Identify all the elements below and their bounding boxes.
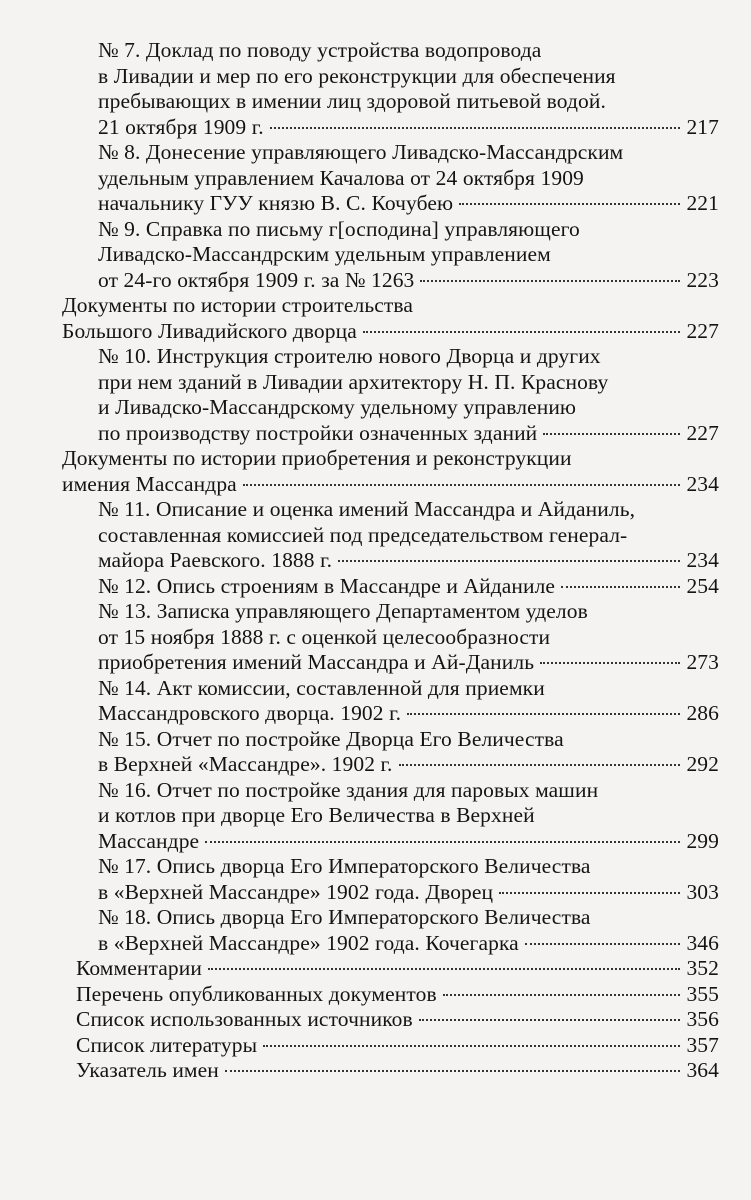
table-of-contents (62, 38, 719, 1084)
page-number: 292 (686, 752, 719, 776)
toc-entry-title-line: от 15 ноября 1888 г. с оценкой целесообразности (98, 624, 551, 649)
toc-entry (98, 727, 719, 778)
dot-leader (363, 331, 681, 333)
dot-leader (263, 1045, 680, 1047)
dot-leader (443, 994, 681, 996)
toc-entry-last-line (76, 956, 719, 982)
toc-entry-title-line: по производству постройки означенных зданий (98, 420, 538, 445)
toc-entry-title-line: и котлов при дворце Его Величества в Верхней (98, 803, 535, 827)
page-number: 303 (686, 879, 719, 904)
dot-leader (525, 943, 681, 945)
toc-entry-title-line: Массандровского дворца. 1902 г. (98, 701, 402, 725)
toc-entry-last-line (98, 931, 719, 957)
toc-entry (98, 574, 719, 600)
page-number: 234 (686, 548, 719, 572)
page-number: 234 (686, 471, 719, 496)
dot-leader (399, 764, 681, 766)
toc-entry-title-line: в «Верхней Массандре» 1902 года. Дворец (98, 879, 494, 904)
page-number: 356 (686, 1007, 719, 1031)
toc-entry-title-line: № 18. Опись дворца Его Императорского Величества (98, 905, 591, 929)
toc-entry (98, 778, 719, 855)
toc-entry-last-line (76, 1058, 719, 1084)
toc-entry (76, 1007, 719, 1033)
toc-entry (98, 676, 719, 727)
dot-leader (543, 433, 680, 435)
page-number: 217 (686, 114, 719, 139)
toc-entry (98, 905, 719, 956)
dot-leader (459, 203, 680, 205)
page-number: 355 (686, 981, 719, 1006)
toc-entry-title-line: от 24-го октября 1909 г. за № 1263 (98, 267, 415, 292)
toc-entry-last-line (62, 319, 719, 345)
toc-entry-last-line (98, 701, 719, 727)
toc-entry-title-line: № 15. Отчет по постройке Дворца Его Величества (98, 726, 564, 751)
page-number: 227 (686, 420, 719, 445)
toc-entry-title-line: майора Раевского. 1888 г. (98, 548, 333, 572)
toc-entry-last-line (98, 650, 719, 676)
dot-leader (208, 968, 681, 970)
toc-entry-title-line: № 12. Опись строениям в Массандре и Айданиле (98, 573, 556, 598)
toc-entry-last-line (98, 752, 719, 778)
dot-leader (205, 841, 680, 843)
toc-entry-title-line: пребывающих в имении лиц здоровой питьевой водой. (98, 89, 606, 113)
dot-leader (540, 662, 680, 664)
toc-entry (98, 854, 719, 905)
dot-leader (407, 713, 680, 715)
toc-entry-title-line: № 7. Доклад по поводу устройства водопровода (98, 38, 542, 62)
dot-leader (420, 280, 680, 282)
toc-entry-title-line: Указатель имен (76, 1058, 219, 1082)
toc-entry (98, 599, 719, 676)
toc-entry-title-line: № 8. Донесение управляющего Ливадско-Массандрским (98, 140, 624, 164)
toc-entry-last-line (98, 829, 719, 855)
toc-entry (62, 446, 719, 497)
toc-entry (98, 497, 719, 574)
toc-entry-title-line: Ливадско-Массандрским удельным управлением (98, 242, 551, 266)
toc-entry-title-line: в Верхней «Массандре». 1902 г. (98, 752, 393, 776)
toc-entry-title-line: № 9. Справка по письму г[осподина] управляющего (98, 216, 580, 241)
toc-entry-title-line: имения Массандра (62, 471, 237, 496)
toc-entry-last-line (98, 421, 719, 447)
toc-entry-title-line: удельным управлением Качалова от 24 октября 1909 (98, 165, 584, 190)
page-number: 223 (686, 267, 719, 292)
dot-leader (225, 1070, 681, 1072)
toc-entry (98, 140, 719, 217)
toc-entry-title-line: приобретения имений Массандра и Ай-Даниль (98, 650, 535, 674)
toc-entry-title-line: № 13. Записка управляющего Департаментом уделов (98, 599, 588, 623)
toc-entry-title-line: 21 октября 1909 г. (98, 114, 264, 139)
toc-entry-last-line (98, 115, 719, 141)
toc-entry-last-line (76, 1033, 719, 1059)
toc-entry-title-line: № 14. Акт комиссии, составленной для приемки (98, 675, 545, 700)
toc-entry (98, 217, 719, 294)
dot-leader (419, 1019, 681, 1021)
page-number: 221 (686, 191, 719, 215)
toc-entry-last-line (98, 880, 719, 906)
toc-entry (98, 38, 719, 140)
toc-entry-title-line: и Ливадско-Массандрскому удельному управлению (98, 395, 577, 419)
toc-entry-last-line (98, 268, 719, 294)
page-number: 286 (686, 701, 719, 725)
toc-entry-title-line: Список литературы (76, 1032, 258, 1057)
toc-entry-last-line (98, 574, 719, 600)
toc-entry-title-line: в Ливадии и мер по его реконструкции для обеспечения (98, 63, 616, 88)
toc-entry (76, 982, 719, 1008)
toc-entry-title-line: составленная комиссией под председательством генерал- (98, 522, 628, 547)
dot-leader (270, 127, 681, 129)
toc-entry-last-line (76, 982, 719, 1008)
dot-leader (243, 484, 681, 486)
page-number: 346 (686, 930, 719, 955)
dot-leader (561, 586, 680, 588)
toc-entry-title-line: при нем зданий в Ливадии архитектору Н. П. Краснову (98, 369, 609, 394)
page-number: 299 (686, 828, 719, 853)
toc-entry (76, 956, 719, 982)
dot-leader (499, 892, 680, 894)
toc-entry-title-line: начальнику ГУУ князю В. С. Кочубею (98, 191, 454, 215)
toc-entry-title-line: Большого Ливадийского дворца (62, 318, 357, 343)
toc-entry-title-line: Список использованных источников (76, 1007, 413, 1031)
toc-entry (76, 1033, 719, 1059)
toc-entry-title-line: Документы по истории строительства (62, 293, 414, 317)
toc-entry-title-line: Массандре (98, 828, 200, 853)
toc-entry-title-line: № 10. Инструкция строителю нового Дворца и других (98, 344, 601, 368)
dot-leader (338, 560, 680, 562)
page-number: 273 (686, 650, 719, 674)
page-number: 364 (686, 1058, 719, 1082)
page-number: 357 (686, 1032, 719, 1057)
toc-entry (62, 293, 719, 344)
page-number: 352 (686, 956, 719, 980)
toc-entry (98, 344, 719, 446)
toc-entry (76, 1058, 719, 1084)
toc-entry-title-line: № 16. Отчет по постройке здания для паровых машин (98, 777, 599, 802)
toc-entry-title-line: в «Верхней Массандре» 1902 года. Кочегарка (98, 930, 519, 955)
page-number: 227 (686, 318, 719, 343)
toc-entry-title-line: № 11. Описание и оценка имений Массандра и Айданиль, (98, 497, 636, 521)
toc-entry-last-line (98, 191, 719, 217)
toc-entry-title-line: Комментарии (76, 956, 202, 980)
toc-entry-title-line: Документы по истории приобретения и реконструкции (62, 446, 572, 470)
toc-entry-last-line (76, 1007, 719, 1033)
toc-entry-last-line (62, 472, 719, 498)
page-number: 254 (686, 573, 719, 598)
toc-entry-last-line (98, 548, 719, 574)
toc-entry-title-line: № 17. Опись дворца Его Императорского Величества (98, 854, 591, 878)
toc-entry-title-line: Перечень опубликованных документов (76, 981, 437, 1006)
